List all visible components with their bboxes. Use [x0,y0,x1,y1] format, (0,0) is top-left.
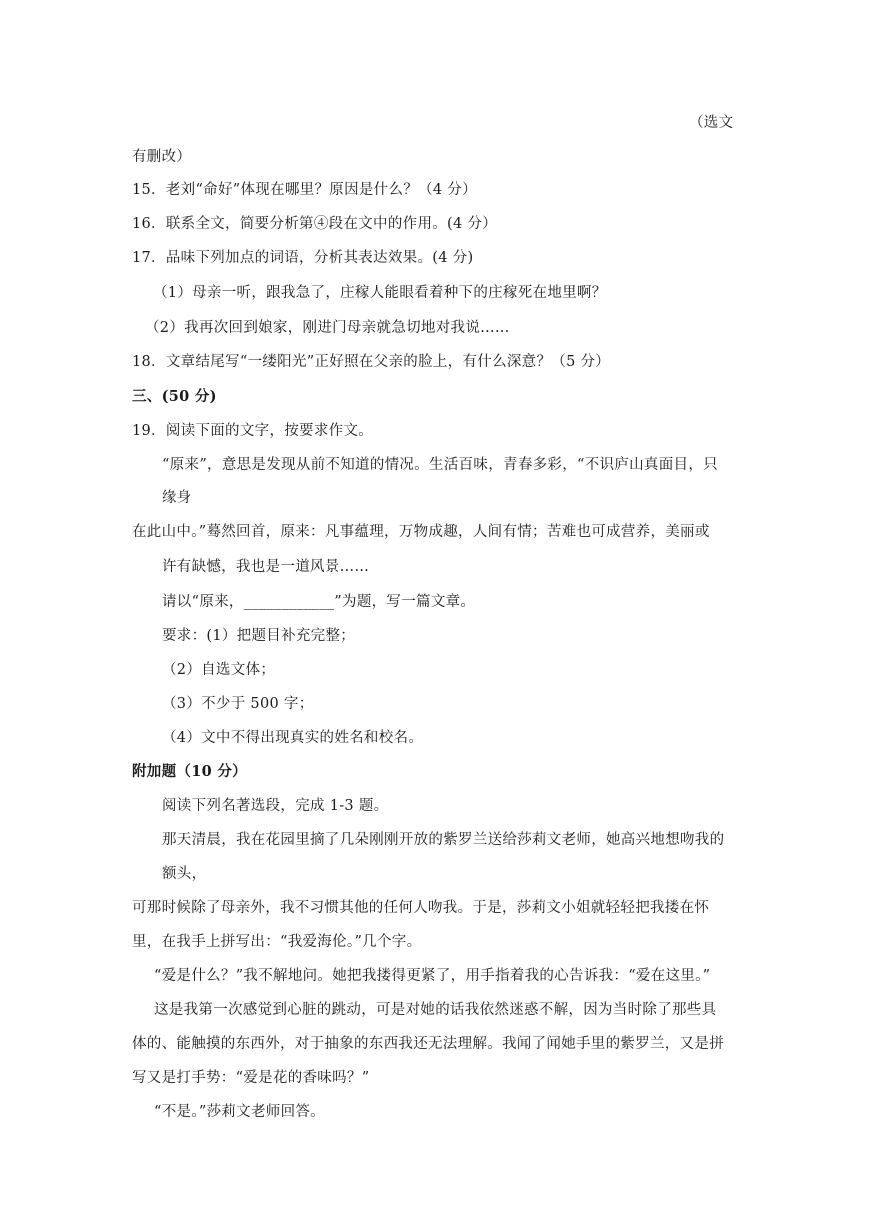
prompt-paragraph-line-4: 许有缺憾，我也是一道风景…… [162,559,370,575]
prompt-paragraph-line-1: “原来”，意思是发现从前不知道的情况。生活百味，青春多彩，“不识庐山真面目，只 [162,457,718,473]
excerpt-line-5: “爱是什么？”我不解地问。她把我搂得更紧了，用手指着我的心告诉我：“爱在这里。” [154,968,711,984]
question-17-item-2: （2）我再次回到娘家，刚进门母亲就急切地对我说…… [145,320,510,336]
excerpt-line-6: 这是我第一次感觉到心脏的跳动，可是对她的话我依然迷惑不解，因为当时除了那些具 [154,1002,717,1018]
question-15: 15．老刘“命好”体现在哪里？原因是什么？（4 分） [132,182,477,198]
prompt-paragraph-line-3: 在此山中。”蓦然回首，原来：凡事蕴理，万物成趣，人间有情；苦难也可成营养，美丽或 [132,524,710,540]
question-19: 19．阅读下面的文字，按要求作文。 [132,423,374,439]
excerpt-line-3: 可那时候除了母亲外，我不习惯其他的任何人吻我。于是，莎莉文小姐就轻轻把我搂在怀 [132,900,710,916]
excerpt-line-4: 里，在我手上拼写出：“我爱海伦。”几个字。 [132,934,422,950]
prompt-paragraph-line-2: 缘身 [162,490,192,506]
question-17: 17．品味下列加点的词语，分析其表达效果。(4 分) [132,250,474,266]
requirement-1: 要求：(1）把题目补充完整； [162,628,356,644]
essay-title-instruction: 请以“原来，____________”为题，写一篇文章。 [162,594,476,610]
excerpt-line-8: 写又是打手势：“爱是花的香味吗？” [132,1070,370,1086]
excerpt-line-2: 额头， [162,866,207,882]
section-three-heading: 三、(50 分) [132,388,217,405]
requirement-2: （2）自选文体； [162,662,276,678]
bonus-instruction: 阅读下列名著选段，完成 1-3 题。 [162,798,389,814]
requirement-3: （3）不少于 500 字； [162,696,314,712]
question-18: 18．文章结尾写“一缕阳光”正好照在父亲的脸上，有什么深意？（5 分） [132,354,611,370]
requirement-4: （4）文中不得出现真实的姓名和校名。 [162,730,424,746]
source-note-start: （选文 [689,115,734,131]
question-17-item-1: （1）母亲一听，跟我急了，庄稼人能眼看着种下的庄稼死在地里啊？ [153,285,607,301]
source-note-end: 有删改） [132,149,192,165]
excerpt-line-9: “不是。”莎莉文老师回答。 [154,1104,325,1120]
bonus-section-heading: 附加题（10 分） [132,763,247,780]
excerpt-line-7: 体的、能触摸的东西外，对于抽象的东西我还无法理解。我闻了闻她手里的紫罗兰，又是拼 [132,1036,724,1052]
excerpt-line-1: 那天清晨，我在花园里摘了几朵刚刚开放的紫罗兰送给莎莉文老师，她高兴地想吻我的 [162,832,725,848]
question-16: 16．联系全文，简要分析第④段在文中的作用。(4 分） [132,216,498,232]
